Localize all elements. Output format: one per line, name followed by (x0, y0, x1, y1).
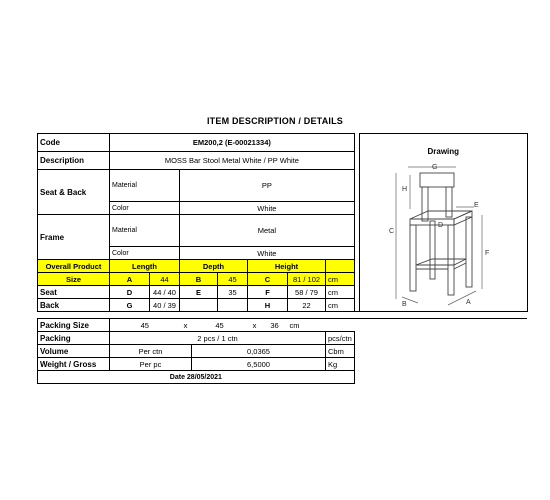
dim-e: E (180, 286, 218, 299)
dim-b-value: 45 (218, 273, 248, 286)
dim-a-label: A (466, 299, 471, 306)
back-unit: cm (326, 299, 355, 312)
dim-d-value: 44 / 40 (150, 286, 180, 299)
frame-material-value: Metal (180, 215, 355, 247)
drawing-label: Drawing (427, 147, 460, 156)
dim-a-value: 44 (150, 273, 180, 286)
volume-value: 0,0365 (192, 345, 326, 358)
height-header: Height (248, 260, 326, 273)
dim-f: F (248, 286, 288, 299)
seat-unit: cm (326, 286, 355, 299)
dim-g: G (110, 299, 150, 312)
overall-size-label-1: Overall Product (38, 260, 110, 273)
volume-label: Volume (38, 345, 110, 358)
frame-color-label: Color (110, 247, 180, 260)
dim-f-label: F (485, 250, 490, 257)
volume-per: Per ctn (110, 345, 192, 358)
packing-width: 45 (192, 319, 248, 332)
packing-size-unit: cm (288, 319, 326, 332)
dim-d: D (110, 286, 150, 299)
seat-back-label: Seat & Back (38, 170, 110, 215)
item-details-table (37, 133, 528, 384)
length-header: Length (110, 260, 180, 273)
seat-color-value: White (180, 202, 355, 215)
weight-label: Weight / Gross (38, 358, 110, 371)
dim-c: C (248, 273, 288, 286)
dim-a: A (110, 273, 150, 286)
dim-h: H (248, 299, 288, 312)
dim-c-value: 81 / 102 (288, 273, 326, 286)
description-label: Description (38, 152, 110, 170)
seat-label: Seat (38, 286, 110, 299)
dim-e-label: E (474, 202, 479, 209)
dim-e-value: 35 (218, 286, 248, 299)
dim-d-label: D (438, 222, 444, 229)
frame-color-value: White (180, 247, 355, 260)
page-title: ITEM DESCRIPTION / DETAILS (206, 116, 344, 126)
frame-material-label: Material (110, 215, 180, 247)
dim-c-label: C (389, 228, 395, 235)
depth-header: Depth (180, 260, 248, 273)
frame-label: Frame (38, 215, 110, 260)
date-label: Date 28/05/2021 (38, 371, 355, 384)
packing-value: 2 pcs / 1 ctn (110, 332, 326, 345)
packing-x-2: x (248, 319, 262, 332)
bar-stool-drawing (388, 161, 498, 311)
dim-b-label: B (402, 301, 407, 308)
dim-h-value: 22 (288, 299, 326, 312)
code-value: EM200,2 (E-00021334) (110, 134, 355, 152)
packing-height: 36 (262, 319, 288, 332)
description-value: MOSS Bar Stool Metal White / PP White (110, 152, 355, 170)
dim-f-value: 58 / 79 (288, 286, 326, 299)
packing-length: 45 (110, 319, 180, 332)
weight-value: 6,5000 (192, 358, 326, 371)
seat-material-label: Material (110, 170, 180, 202)
back-label: Back (38, 299, 110, 312)
dim-g-label: G (432, 164, 438, 171)
size-unit: cm (326, 273, 355, 286)
packing-unit: pcs/ctn (326, 332, 355, 345)
weight-per: Per pc (110, 358, 192, 371)
dim-h-label: H (402, 186, 408, 193)
volume-unit: Cbm (326, 345, 355, 358)
overall-size-label-2: Size (38, 273, 110, 286)
drawing-cell (359, 134, 527, 312)
seat-material-value: PP (180, 170, 355, 202)
weight-unit: Kg (326, 358, 355, 371)
code-label: Code (38, 134, 110, 152)
dim-b: B (180, 273, 218, 286)
packing-label: Packing (38, 332, 110, 345)
seat-color-label: Color (110, 202, 180, 215)
packing-x-1: x (180, 319, 192, 332)
packing-size-label: Packing Size (38, 319, 110, 332)
dim-g-value: 40 / 39 (150, 299, 180, 312)
